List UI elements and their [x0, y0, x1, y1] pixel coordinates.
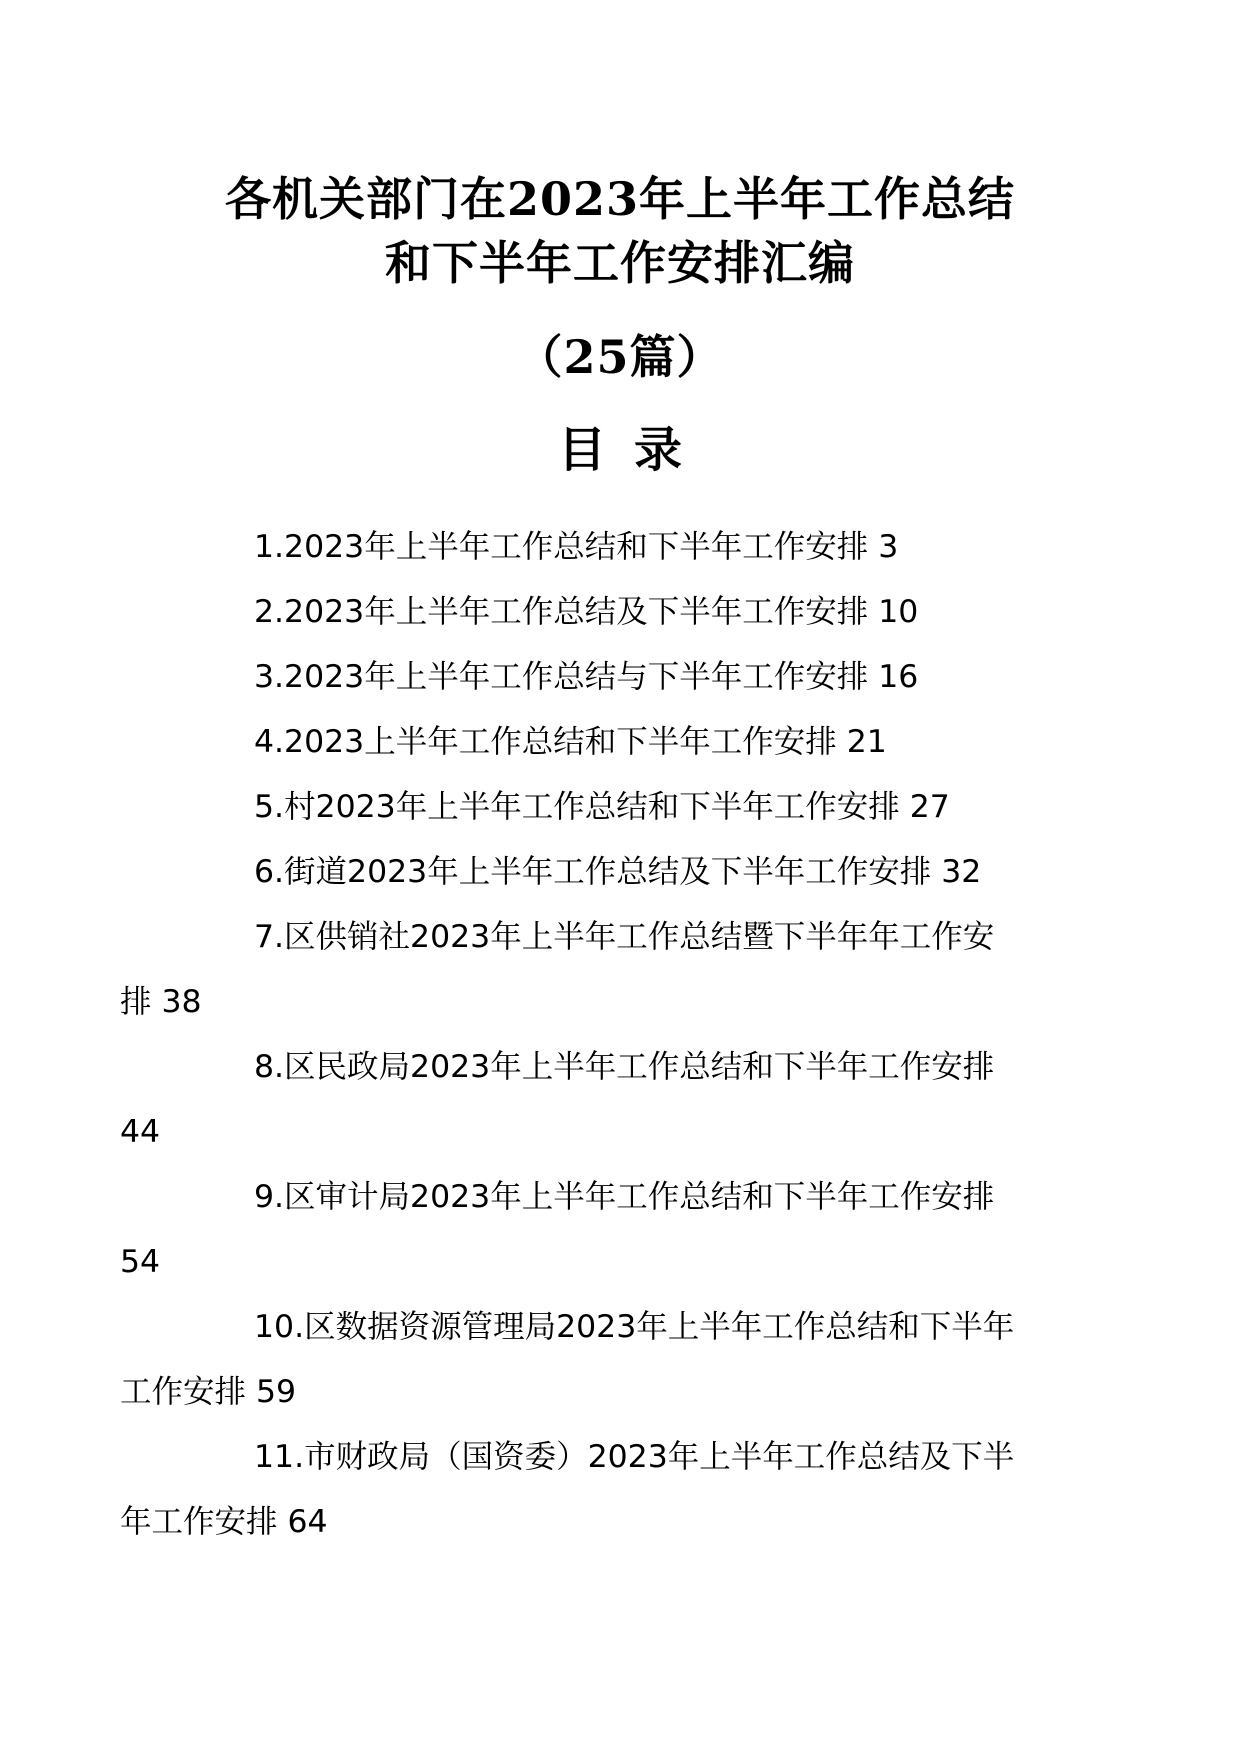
toc-item-text: 6.街道2023年上半年工作总结及下半年工作安排 32: [254, 854, 982, 890]
toc-item-text: 3.2023年上半年工作总结与下半年工作安排 16: [254, 659, 919, 695]
toc-heading: 目录: [557, 422, 710, 478]
toc-item[interactable]: [187, 515, 1052, 580]
toc-item-text: 8.区民政局2023年上半年工作总结和下半年工作安排: [254, 1049, 995, 1085]
toc-item[interactable]: [187, 775, 1052, 840]
toc-item-text: 10.区数据资源管理局2023年上半年工作总结和下半年: [254, 1309, 1015, 1345]
document-subtitle: （25篇）: [516, 330, 724, 384]
toc-item-text-continued: 排 38: [120, 984, 202, 1020]
toc-item[interactable]: [120, 1295, 1052, 1425]
toc-item[interactable]: [187, 710, 1052, 775]
toc-item-text-continued: 年工作安排 64: [120, 1504, 328, 1540]
toc-item-text: 11.市财政局（国资委）2023年上半年工作总结及下半: [254, 1439, 1015, 1475]
document-title-line-2: 和下半年工作安排汇编: [385, 236, 855, 290]
toc-item-text-continued: 44: [120, 1114, 161, 1150]
toc-item-text: 4.2023上半年工作总结和下半年工作安排 21: [254, 724, 887, 760]
toc-item[interactable]: [120, 1165, 1052, 1295]
toc-item[interactable]: [120, 905, 1052, 1035]
toc-item-text: 1.2023年上半年工作总结和下半年工作安排 3: [254, 529, 899, 565]
toc-item[interactable]: [187, 645, 1052, 710]
toc-item[interactable]: [187, 580, 1052, 645]
toc-item-text: 2.2023年上半年工作总结及下半年工作安排 10: [254, 594, 919, 630]
toc-item-text-continued: 工作安排 59: [120, 1374, 297, 1410]
toc-item-text: 5.村2023年上半年工作总结和下半年工作安排 27: [254, 789, 950, 825]
toc-item-text: 7.区供销社2023年上半年工作总结暨下半年年工作安: [254, 919, 995, 955]
toc-item[interactable]: [120, 1035, 1052, 1165]
toc-item[interactable]: [120, 1425, 1052, 1555]
toc-item-text: 9.区审计局2023年上半年工作总结和下半年工作安排: [254, 1179, 995, 1215]
toc-item-text-continued: 54: [120, 1244, 161, 1280]
toc-item[interactable]: [187, 840, 1052, 905]
document-title-line-1: 各机关部门在2023年上半年工作总结: [224, 172, 1016, 226]
table-of-contents: [120, 515, 1052, 1555]
